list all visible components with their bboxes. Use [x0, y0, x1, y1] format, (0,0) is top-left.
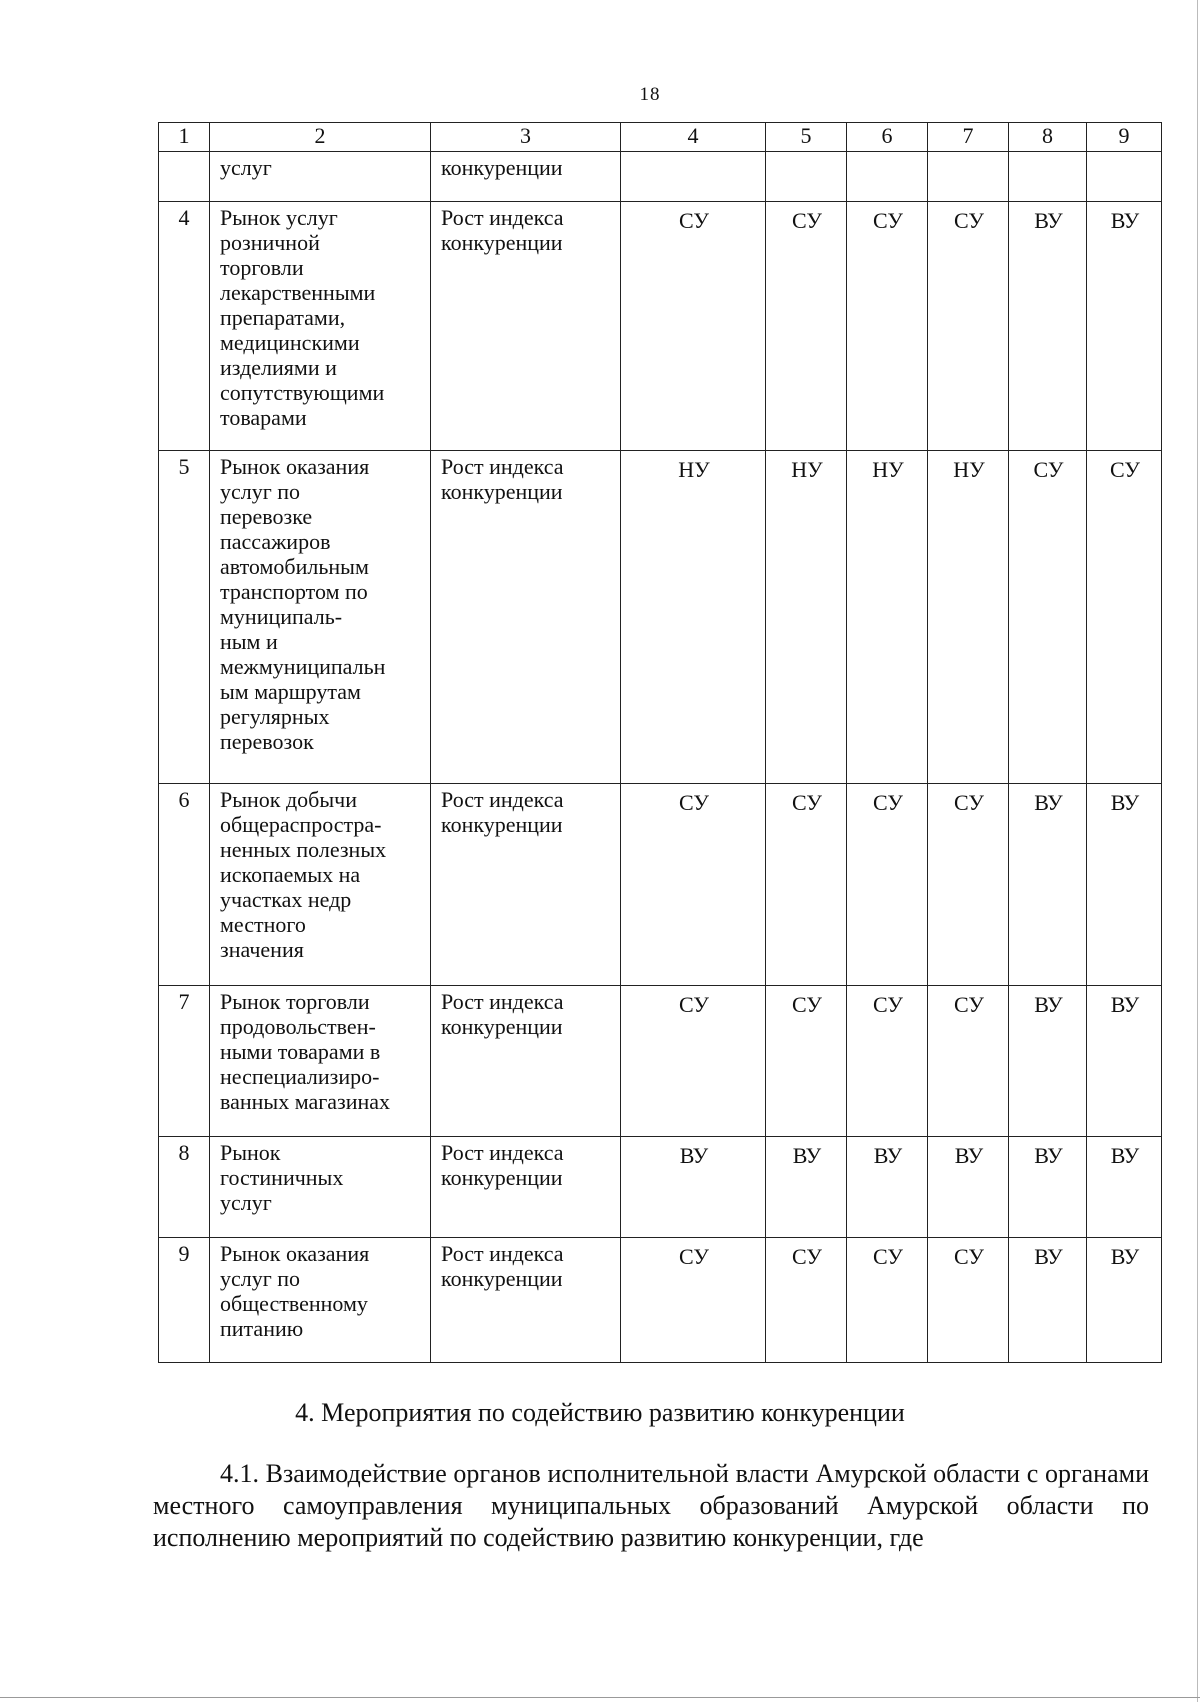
indicator: Рост индекса конкуренции: [431, 1137, 621, 1238]
rating-cell: СУ: [766, 1238, 847, 1363]
table-row: [159, 202, 1162, 451]
table-row: [159, 986, 1162, 1137]
table-body: [159, 123, 1162, 1363]
rating-cell: ВУ: [621, 1137, 766, 1238]
rating-cell: ВУ: [1087, 1238, 1162, 1363]
row-number: 4: [159, 202, 210, 451]
row-number: 5: [159, 451, 210, 784]
table-row: [159, 451, 1162, 784]
rating-cell: СУ: [766, 202, 847, 451]
rating-cell: СУ: [928, 202, 1009, 451]
competition-table: [158, 122, 1162, 1363]
continuation-cell: услуг: [210, 152, 431, 202]
rating-cell: СУ: [1009, 451, 1087, 784]
rating-cell: СУ: [621, 986, 766, 1137]
row-number: 8: [159, 1137, 210, 1238]
column-number: 2: [210, 123, 431, 152]
rating-cell: НУ: [766, 451, 847, 784]
column-number-row: [159, 123, 1162, 152]
market-name: Рынок гостиничных услуг: [210, 1137, 431, 1238]
row-number: 6: [159, 784, 210, 986]
market-name: Рынок оказания услуг по перевозке пассажиров автомобильным транспортом по муниципаль- ным и межмуниципальн ым маршрутам регулярных перевозок: [210, 451, 431, 784]
rating-cell: СУ: [847, 986, 928, 1137]
column-number: 8: [1009, 123, 1087, 152]
indicator: Рост индекса конкуренции: [431, 202, 621, 451]
continuation-cell: [1009, 152, 1087, 202]
indicator: Рост индекса конкуренции: [431, 784, 621, 986]
continuation-cell: [1087, 152, 1162, 202]
body-paragraph: 4.1. Взаимодействие органов исполнительной власти Амурской области с органами местного самоуправления муниципальных образований Амурской области по исполнению мероприятий по содействию развитию конкуренции, где: [153, 1459, 1149, 1552]
rating-cell: СУ: [1087, 451, 1162, 784]
rating-cell: СУ: [928, 1238, 1009, 1363]
column-number: 1: [159, 123, 210, 152]
rating-cell: ВУ: [1009, 986, 1087, 1137]
scan-edge-line: [1197, 0, 1198, 1702]
rating-cell: СУ: [766, 784, 847, 986]
column-number: 6: [847, 123, 928, 152]
rating-cell: СУ: [621, 202, 766, 451]
page-number: 18: [639, 84, 661, 105]
continuation-cell: [928, 152, 1009, 202]
continuation-cell: [159, 152, 210, 202]
indicator: Рост индекса конкуренции: [431, 451, 621, 784]
row-number: 7: [159, 986, 210, 1137]
market-name: Рынок добычи общераспростра- ненных полезных ископаемых на участках недр местного значения: [210, 784, 431, 986]
rating-cell: ВУ: [766, 1137, 847, 1238]
rating-cell: СУ: [847, 202, 928, 451]
rating-cell: ВУ: [928, 1137, 1009, 1238]
rating-cell: НУ: [928, 451, 1009, 784]
rating-cell: СУ: [928, 986, 1009, 1137]
column-number: 7: [928, 123, 1009, 152]
rating-cell: НУ: [847, 451, 928, 784]
continuation-cell: конкуренции: [431, 152, 621, 202]
rating-cell: СУ: [847, 784, 928, 986]
continuation-cell: [847, 152, 928, 202]
scan-bottom-line: [0, 1697, 1200, 1698]
continuation-row: [159, 152, 1162, 202]
rating-cell: СУ: [766, 986, 847, 1137]
rating-cell: ВУ: [1087, 986, 1162, 1137]
rating-cell: ВУ: [1087, 784, 1162, 986]
rating-cell: ВУ: [1009, 202, 1087, 451]
continuation-cell: [621, 152, 766, 202]
rating-cell: СУ: [847, 1238, 928, 1363]
rating-cell: СУ: [621, 784, 766, 986]
table-row: [159, 1238, 1162, 1363]
table-row: [159, 784, 1162, 986]
market-name: Рынок торговли продовольствен- ными товарами в неспециализиро- ванных магазинах: [210, 986, 431, 1137]
rating-cell: НУ: [621, 451, 766, 784]
rating-cell: ВУ: [1087, 202, 1162, 451]
indicator: Рост индекса конкуренции: [431, 986, 621, 1137]
rating-cell: ВУ: [1009, 784, 1087, 986]
market-name: Рынок оказания услуг по общественному питанию: [210, 1238, 431, 1363]
rating-cell: ВУ: [1009, 1137, 1087, 1238]
column-number: 9: [1087, 123, 1162, 152]
column-number: 4: [621, 123, 766, 152]
indicator: Рост индекса конкуренции: [431, 1238, 621, 1363]
column-number: 3: [431, 123, 621, 152]
rating-cell: ВУ: [847, 1137, 928, 1238]
rating-cell: СУ: [621, 1238, 766, 1363]
column-number: 5: [766, 123, 847, 152]
row-number: 9: [159, 1238, 210, 1363]
market-name: Рынок услуг розничной торговли лекарственными препаратами, медицинскими изделиями и сопутствующими товарами: [210, 202, 431, 451]
rating-cell: СУ: [928, 784, 1009, 986]
section-heading: 4. Мероприятия по содействию развитию конкуренции: [295, 1398, 905, 1427]
table-row: [159, 1137, 1162, 1238]
rating-cell: ВУ: [1087, 1137, 1162, 1238]
continuation-cell: [766, 152, 847, 202]
rating-cell: ВУ: [1009, 1238, 1087, 1363]
